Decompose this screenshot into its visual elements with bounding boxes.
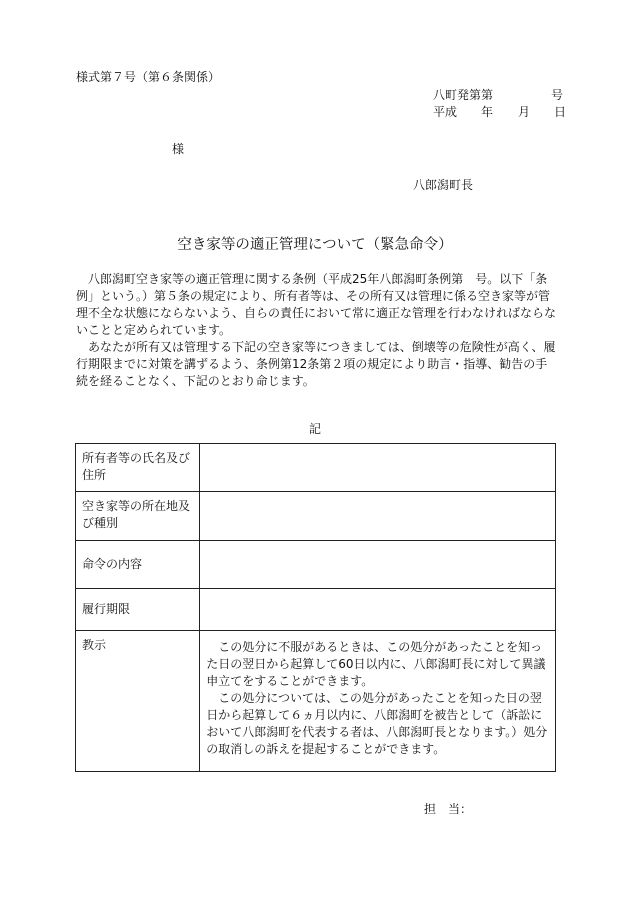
era: 平成 [433,105,458,119]
number-suffix: 号 [551,88,564,102]
table-row [76,589,556,631]
table-row [76,541,556,589]
notice-label: 教示 [76,631,200,772]
sender: 八郎潟町長 [413,178,474,192]
reference-block [433,87,566,121]
notice-paragraph: この処分に不服があるときは、この処分があったことを知った日の翌日から起算して60日以内に、八郎潟町長に対して異議申立てをすることができます。 [206,640,546,688]
table-row [76,631,556,772]
recipient-suffix: 様 [172,142,185,156]
notice-paragraph: この処分については、この処分があったことを知った日の翌日から起算して６ヵ月以内に、八郎潟町を被告として（訴訟において八郎潟町を代表する者は、八郎潟町長となります。）処分の取消しの訴えを提起することができます。 [206,691,548,756]
order-table [75,443,556,772]
location-label: 空き家等の所在地及び種別 [76,492,200,541]
order-value [200,541,556,589]
year-unit: 年 [481,105,494,119]
order-label: 命令の内容 [76,541,200,589]
month-unit: 月 [518,105,531,119]
owner-label: 所有者等の氏名及び住所 [76,444,200,492]
body-paragraph: 八郎潟町空き家等の適正管理に関する条例（平成25年八郎潟町条例第 号。以下「条例」という。）第５条の規定により、所有者等は、その所有又は管理に係る空き家等が管理不全な状態にならないよう、自らの責任において常に適正な管理を行わなければならないことと定められています。 [76,272,557,337]
deadline-value [200,589,556,631]
notice-text [200,631,556,772]
number-prefix: 八町発第第 [433,88,494,102]
location-value [200,492,556,541]
deadline-label: 履行期限 [76,589,200,631]
date-line [433,104,566,121]
form-number: 様式第７号（第６条関係） [76,70,221,84]
document-number-line [433,87,566,104]
body-paragraph: あなたが所有又は管理する下記の空き家等につきましては、倒壊等の危険性が高く、履行期限までに対策を講ずるよう、条例第12条第２項の規定により助言・指導、勧告の手続を経ることなく、下記のとおり命じます。 [76,340,556,388]
table-row [76,444,556,492]
body-text [76,271,558,390]
owner-value [200,444,556,492]
document-title: 空き家等の適正管理について（緊急命令） [177,237,453,253]
day-unit: 日 [554,105,567,119]
ki-heading: 記 [308,422,321,436]
table-row [76,492,556,541]
staff-label: 担 当： [424,802,473,816]
